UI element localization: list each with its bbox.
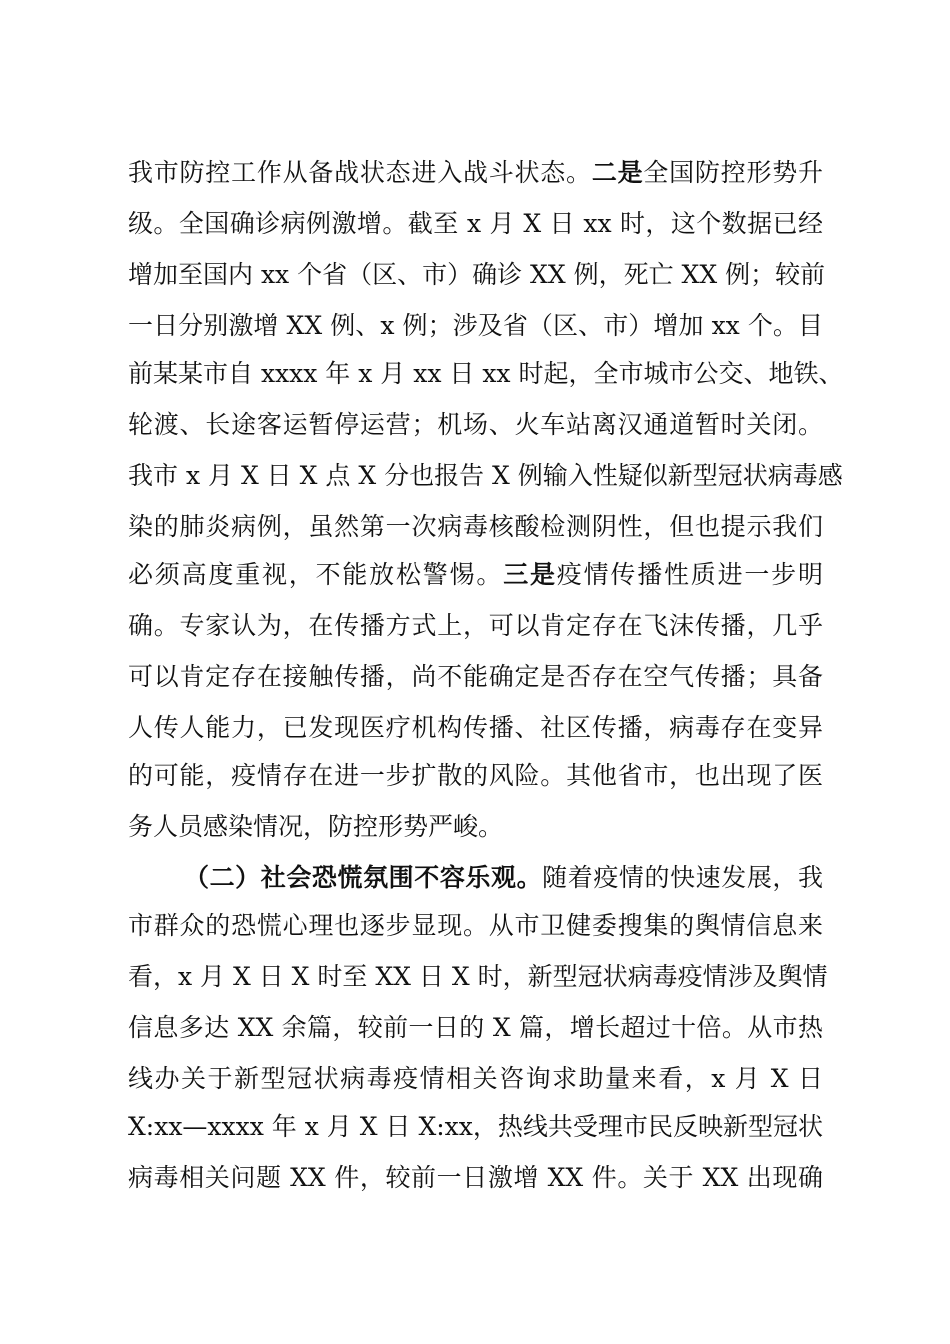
text-run: 随着疫情的快速发展，我 — [542, 863, 823, 892]
text-line: 可以肯定存在接触传播，尚不能确定是否存在空气传播；具备 — [128, 662, 823, 691]
text-line: 级。全国确诊病例激增。截至 x 月 X 日 xx 时，这个数据已经 — [128, 209, 823, 238]
text-line: 我市 x 月 X 日 X 点 X 分也报告 X 例输入性疑似新型冠状病毒感 — [128, 461, 843, 490]
section-heading: （二）社会恐慌氛围不容乐观。 — [184, 863, 543, 892]
text-line: X:xx—xxxx 年 x 月 X 日 X:xx，热线共受理市民反映新型冠状 — [128, 1112, 823, 1141]
section-heading-line — [184, 858, 823, 898]
text-line: 人传人能力，已发现医疗机构传播、社区传播，病毒存在变异 — [128, 713, 823, 742]
text-line — [128, 555, 823, 595]
text-line: 病毒相关问题 XX 件，较前一日激增 XX 件。关于 XX 出现确 — [128, 1163, 823, 1192]
text-run: 必须高度重视，不能放松警惕。 — [128, 560, 504, 589]
text-line: 信息多达 XX 余篇，较前一日的 X 篇，增长超过十倍。从市热 — [128, 1013, 823, 1042]
text-line: 看，x 月 X 日 X 时至 XX 日 X 时，新型冠状病毒疫情涉及舆情 — [128, 962, 828, 991]
text-line: 线办关于新型冠状病毒疫情相关咨询求助量来看，x 月 X 日 — [128, 1064, 823, 1093]
text-line: 确。专家认为，在传播方式上，可以肯定存在飞沫传播，几乎 — [128, 611, 823, 640]
text-line: 增加至国内 xx 个省（区、市）确诊 XX 例，死亡 XX 例；较前 — [128, 260, 826, 289]
text-line: 务人员感染情况，防控形势严峻。 — [128, 812, 504, 841]
text-line: 前某某市自 xxxx 年 x 月 xx 日 xx 时起，全市城市公交、地铁、 — [128, 359, 844, 388]
text-line: 的可能，疫情存在进一步扩散的风险。其他省市，也出现了医 — [128, 761, 823, 790]
text-line: 市群众的恐慌心理也逐步显现。从市卫健委搜集的舆情信息来 — [128, 911, 823, 940]
text-run: 我市防控工作从备战状态进入战斗状态。 — [128, 158, 592, 187]
bold-run: 二是 — [591, 158, 644, 187]
text-run: 全国防控形势升 — [643, 158, 823, 187]
text-run: 疫情传播性质进一步明 — [556, 560, 823, 589]
text-line: 一日分别激增 XX 例、x 例；涉及省（区、市）增加 xx 个。目 — [128, 311, 823, 340]
bold-run: 三是 — [503, 560, 557, 589]
text-line — [128, 153, 823, 193]
text-line: 染的肺炎病例，虽然第一次病毒核酸检测阴性，但也提示我们 — [128, 512, 823, 541]
text-line: 轮渡、长途客运暂停运营；机场、火车站离汉通道暂时关闭。 — [128, 410, 823, 439]
